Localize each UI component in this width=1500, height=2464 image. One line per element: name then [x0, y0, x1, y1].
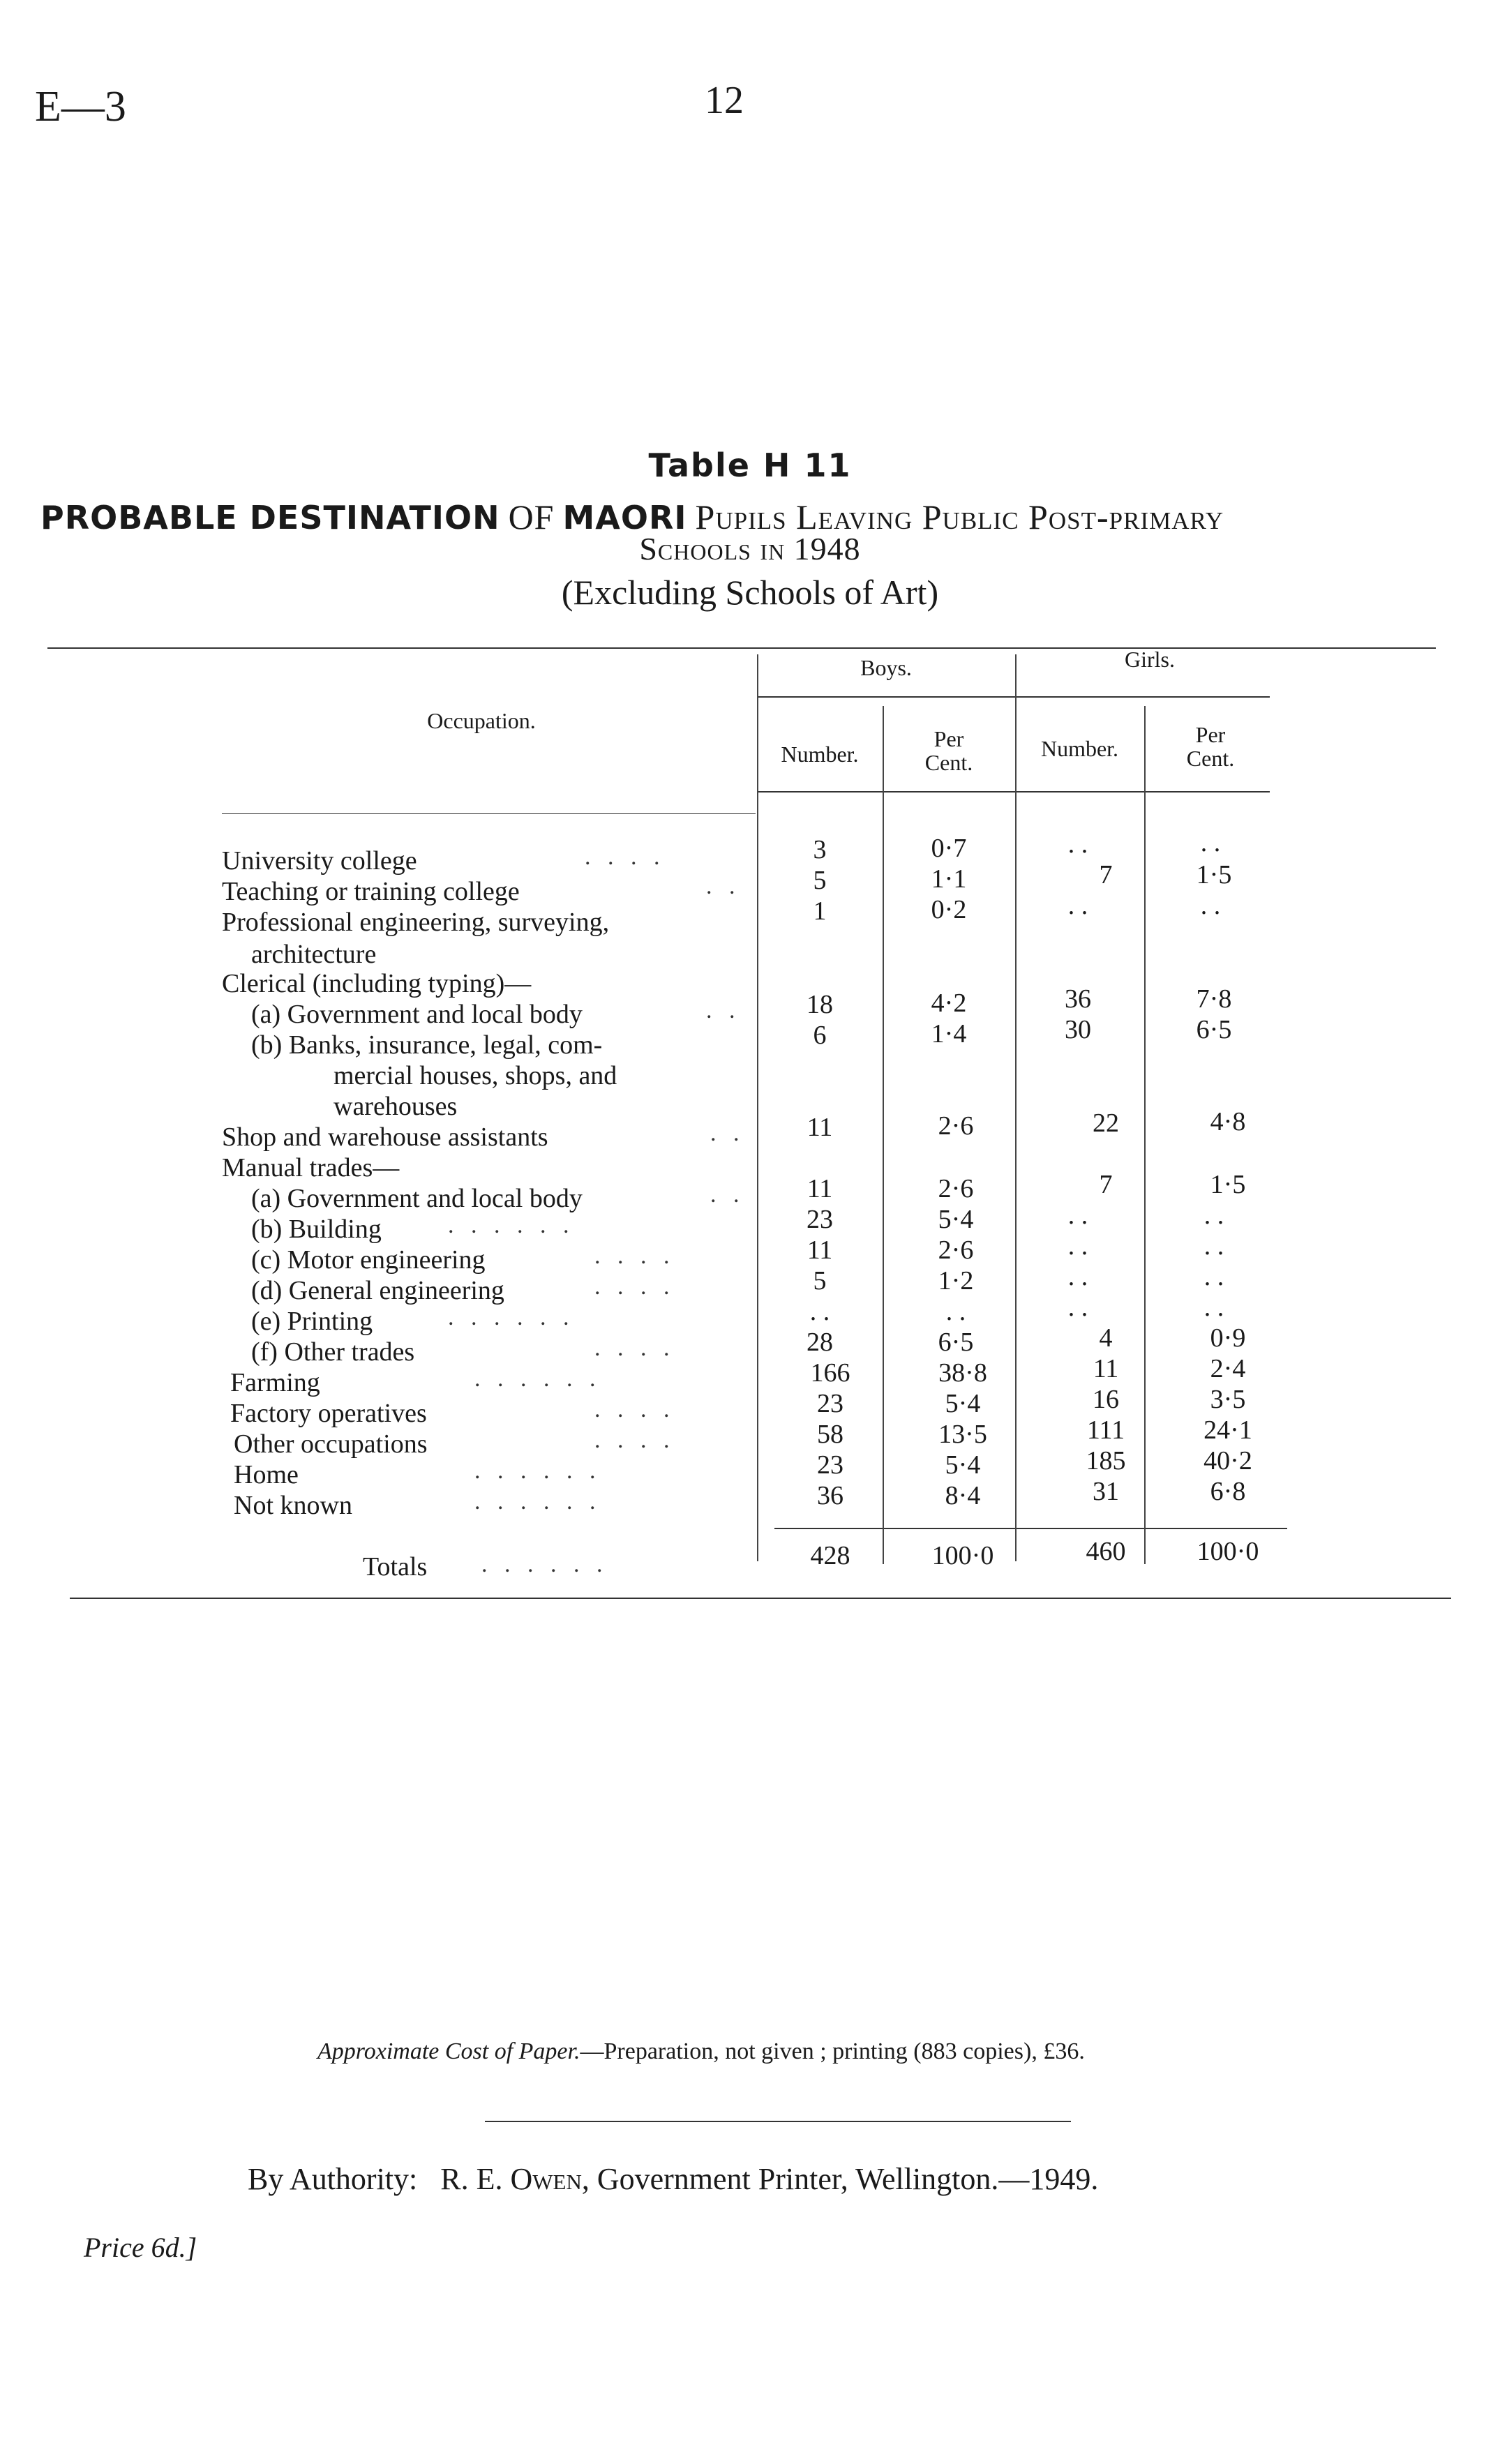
header-bottom-rule [757, 791, 1270, 792]
girls-number: 7 [1099, 860, 1113, 889]
boys-number: 23 [807, 1205, 833, 1234]
footer-divider [485, 2121, 1071, 2122]
girls-percent: . . [1200, 828, 1221, 857]
girls-number: 30 [1065, 1015, 1091, 1044]
boys-percent: 6·5 [938, 1328, 974, 1357]
row-label: (e) Printing [251, 1307, 373, 1336]
girls-percent: 1·5 [1196, 860, 1232, 889]
girls-number: 16 [1093, 1385, 1119, 1414]
row-label: Teaching or training college [222, 877, 520, 906]
boys-percent: 0·7 [931, 834, 967, 863]
printer-authority [248, 2161, 1098, 2197]
row-label: (d) General engineering [251, 1276, 504, 1305]
header-cent: Cent. [1186, 746, 1235, 771]
authority-prefix: By Authority: [248, 2162, 418, 2196]
boys-percent: 5·4 [945, 1389, 981, 1418]
row-label: (c) Motor engineering [251, 1245, 486, 1275]
row-label: Not known [234, 1491, 352, 1520]
boys-number: 23 [817, 1389, 843, 1418]
boys-number: 11 [807, 1113, 833, 1142]
row-label: Factory operatives [230, 1399, 427, 1428]
title-rest: Pupils Leaving Public Post-primary [695, 497, 1224, 536]
girls-percent: . . [1203, 1231, 1224, 1261]
leader-dots: . . . . [594, 1397, 675, 1422]
boys-number: 3 [813, 835, 827, 864]
boys-number: 18 [807, 990, 833, 1019]
boys-percent: . . [945, 1297, 966, 1326]
leader-dots: . . . . . . [481, 1552, 608, 1577]
boys-percent: 8·4 [945, 1481, 981, 1510]
leader-dots: . . [710, 1120, 745, 1146]
boys-number: 11 [807, 1235, 833, 1265]
girls-percent: 7·8 [1196, 984, 1232, 1014]
girls-number: . . [1067, 891, 1088, 920]
girls-number: 111 [1086, 1415, 1125, 1445]
table-bottom-rule [70, 1598, 1451, 1599]
girls-number: . . [1067, 1231, 1088, 1261]
boys-number: 36 [817, 1481, 843, 1510]
girls-number: . . [1067, 829, 1088, 859]
boys-number: 28 [807, 1328, 833, 1357]
row-label: Professional engineering, surveying, [222, 908, 610, 937]
title-maori: MAORI [562, 499, 687, 536]
boys-total-number: 428 [810, 1541, 850, 1570]
row-label: Clerical (including typing)— [222, 969, 532, 998]
girls-percent: 0·9 [1210, 1323, 1246, 1353]
boys-number: 5 [813, 866, 827, 895]
girls-percent: 24·1 [1203, 1415, 1252, 1445]
cost-text: —Preparation, not given ; printing (883 copies), £36. [580, 2038, 1085, 2064]
leader-dots: . . . . [594, 1274, 675, 1300]
girls-number: 4 [1099, 1323, 1113, 1353]
boys-number: 6 [813, 1021, 827, 1050]
leader-dots: . . . . . . [448, 1305, 575, 1330]
row-label: mercial houses, shops, and [333, 1061, 617, 1090]
row-label: (b) Banks, insurance, legal, com- [251, 1030, 603, 1060]
girls-number: . . [1067, 1262, 1088, 1291]
row-label: Shop and warehouse assistants [222, 1122, 548, 1152]
girls-percent: 6·8 [1210, 1477, 1246, 1506]
boys-number: 5 [813, 1266, 827, 1295]
boys-percent: 1·4 [931, 1019, 967, 1049]
leader-dots: . . . . [585, 844, 666, 870]
boys-number: 166 [810, 1358, 850, 1388]
girls-number: . . [1067, 1201, 1088, 1230]
table-subtitle: (Excluding Schools of Art) [561, 573, 939, 612]
row-label: Manual trades— [222, 1153, 400, 1182]
girls-percent: 40·2 [1203, 1446, 1252, 1475]
boys-total-percent: 100·0 [931, 1541, 994, 1570]
boys-percent: 1·1 [931, 864, 967, 894]
boys-girls-rule [757, 696, 1270, 698]
occupation-rule [222, 813, 756, 814]
leader-dots: . . [710, 1182, 745, 1208]
page-number: 12 [705, 79, 744, 122]
header-per: Per [933, 726, 964, 751]
table-label: Table H 11 [648, 446, 852, 484]
girls-percent: 2·4 [1210, 1354, 1246, 1383]
boys-percent: 5·4 [938, 1205, 974, 1234]
header-girls-per-cent [1148, 723, 1273, 770]
row-label: (b) Building [251, 1215, 382, 1244]
row-label: warehouses [333, 1092, 458, 1121]
printer-name: R. E. Owen, [440, 2162, 590, 2196]
girls-percent: . . [1203, 1201, 1224, 1230]
girls-percent: 1·5 [1210, 1170, 1246, 1199]
header-boys: Boys. [860, 655, 912, 680]
totals-label: Totals [363, 1552, 428, 1582]
row-label: (f) Other trades [251, 1337, 415, 1367]
girls-percent: . . [1203, 1262, 1224, 1291]
table-title-line2: Schools in 1948 [639, 531, 861, 566]
boys-number: 11 [807, 1174, 833, 1203]
boys-percent: 2·6 [938, 1235, 974, 1265]
girls-number: 36 [1065, 984, 1091, 1014]
header-girls-number: Number. [1040, 736, 1119, 761]
girls-number: . . [1067, 1293, 1088, 1322]
girls-number: 185 [1086, 1446, 1126, 1475]
row-label: (a) Government and local body [251, 1184, 583, 1213]
girls-number: 11 [1093, 1354, 1119, 1383]
header-girls: Girls. [1125, 647, 1175, 672]
boys-number: 1 [813, 896, 827, 926]
leader-dots: . . . . . . [474, 1489, 601, 1515]
document-code: E—3 [35, 83, 126, 130]
leader-dots: . . . . . . [474, 1458, 601, 1484]
row-label: (a) Government and local body [251, 1000, 583, 1029]
girls-number: 22 [1093, 1109, 1119, 1138]
row-label: architecture [251, 940, 377, 969]
leader-dots: . . . . [594, 1335, 675, 1361]
girls-number: 31 [1093, 1477, 1119, 1506]
row-label: Other occupations [234, 1429, 428, 1459]
header-per: Per [1195, 722, 1226, 747]
boys-percent: 2·6 [938, 1111, 974, 1141]
leader-dots: . . . . [594, 1243, 675, 1269]
boys-percent: 0·2 [931, 895, 967, 924]
boys-percent: 4·2 [931, 989, 967, 1018]
girls-percent: 3·5 [1210, 1385, 1246, 1414]
header-boys-number: Number. [781, 742, 859, 767]
leader-dots: . . . . . . [448, 1212, 575, 1238]
table-top-rule [47, 647, 1436, 649]
header-occupation: Occupation. [427, 708, 536, 733]
row-label: University college [222, 846, 417, 876]
boys-number: 58 [817, 1420, 843, 1449]
totals-top-rule [774, 1528, 1287, 1529]
price: Price 6d.] [84, 2232, 197, 2263]
boys-percent: 13·5 [938, 1420, 987, 1449]
cost-note [317, 2038, 1085, 2065]
boys-percent: 38·8 [938, 1358, 987, 1388]
boys-number: 23 [817, 1450, 843, 1480]
row-label: Farming [230, 1368, 320, 1397]
boys-number: . . [809, 1297, 830, 1326]
boys-percent: 2·6 [938, 1174, 974, 1203]
boys-percent: 1·2 [938, 1266, 974, 1295]
leader-dots: . . [706, 998, 741, 1023]
girls-percent: 6·5 [1196, 1015, 1232, 1044]
leader-dots: . . [706, 873, 741, 899]
printer-title: Government Printer, Wellington.—1949. [597, 2162, 1099, 2196]
leader-dots: . . . . . . [474, 1366, 601, 1392]
girls-number: 7 [1099, 1170, 1113, 1199]
girls-total-percent: 100·0 [1197, 1537, 1259, 1566]
girls-percent: . . [1200, 891, 1221, 920]
header-cent: Cent. [924, 750, 973, 775]
header-boys-per-cent [886, 727, 1012, 774]
boys-percent: 5·4 [945, 1450, 981, 1480]
girls-total-number: 460 [1086, 1537, 1126, 1566]
title-of: OF [508, 497, 555, 536]
title-bold-part: PROBABLE DESTINATION [40, 499, 500, 536]
col-divider-occupation [757, 654, 758, 1561]
cost-label: Approximate Cost of Paper. [317, 2038, 580, 2064]
girls-percent: . . [1203, 1293, 1224, 1322]
girls-percent: 4·8 [1210, 1107, 1246, 1136]
row-label: Home [234, 1460, 299, 1489]
leader-dots: . . . . [594, 1427, 675, 1453]
